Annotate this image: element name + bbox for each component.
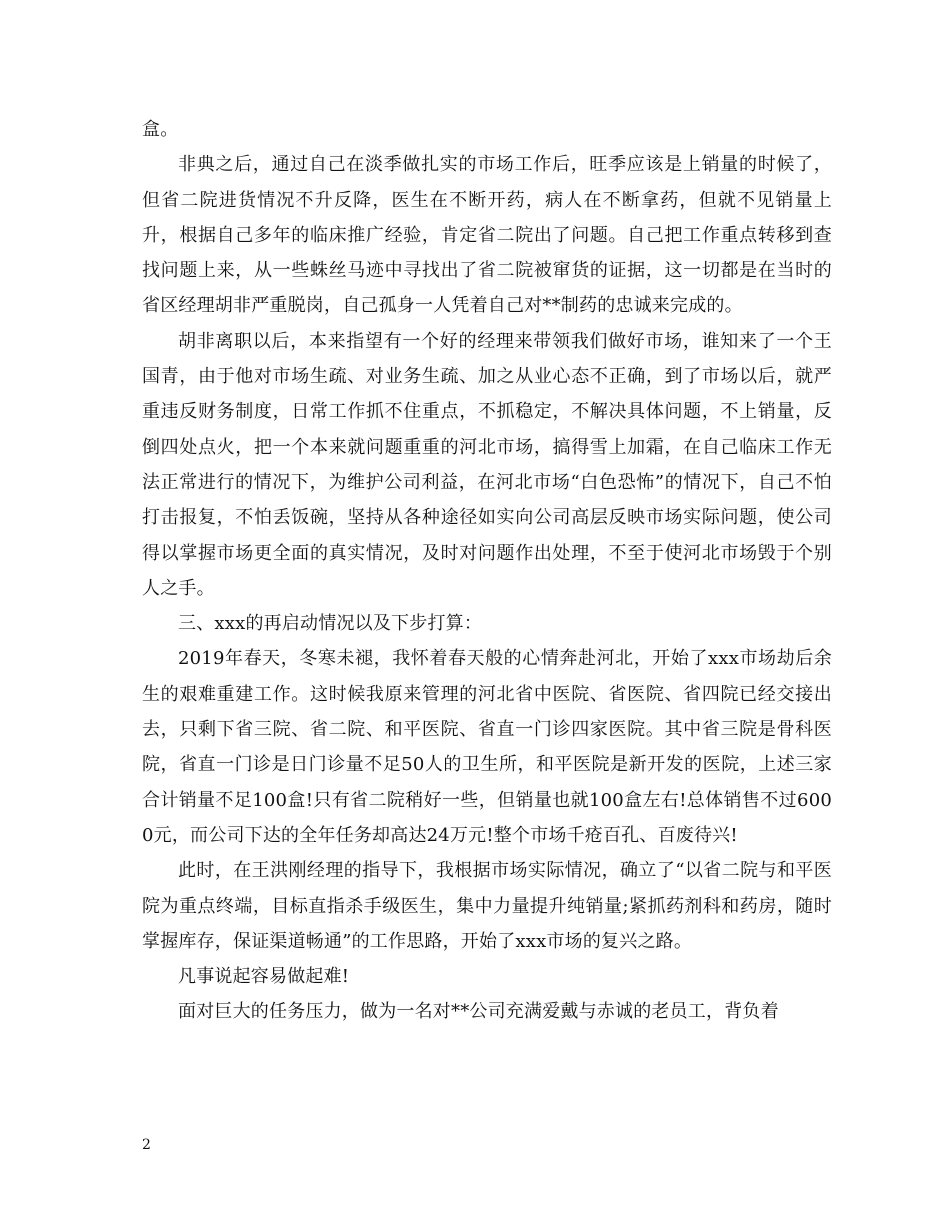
paragraph-5: 此时，在王洪刚经理的指导下，我根据市场实际情况，确立了“以省二院与和平医院为重点终端，目标直指杀手级医生，集中力量提升纯销量;紧抓药剂科和药房，随时掌握库存，保证渠道畅通”的工作思路，开始了xxx市场的复兴之路。	[142, 860, 832, 952]
body-text	[142, 112, 832, 1030]
paragraph-1: 盒。	[142, 119, 179, 140]
paragraph-3: 胡非离职以后，本来指望有一个好的经理来带领我们做好市场，谁知来了一个王国青，由于他对市场生疏、对业务生疏、加之从业心态不正确，到了市场以后，就严重违反财务制度，日常工作抓不住重点，不抓稳定，不解决具体问题，不上销量，反倒四处点火，把一个本来就问题重重的河北市场，搞得雪上加霜，在自己临床工作无法正常进行的情况下，为维护公司利益，在河北市场“白色恐怖”的情况下，自己不怕打击报复，不怕丢饭碗，坚持从各种途径如实向公司高层反映市场实际问题，使公司得以掌握市场更全面的真实情况，及时对问题作出处理，不至于使河北市场毁于个别人之手。	[142, 330, 832, 599]
paragraph-6: 凡事说起容易做起难!	[178, 966, 350, 988]
paragraph-7: 面对巨大的任务压力，做为一名对**公司充满爱戴与赤诚的老员工，背负着	[178, 1001, 779, 1023]
paragraph-4: 2019年春天，冬寒未褪，我怀着春天般的心情奔赴河北，开始了xxx市场劫后余生的艰难重建工作。这时候我原来管理的河北省中医院、省医院、省四院已经交接出去，只剩下省三院、省二院、和平医院、省直一门诊四家医院。其中省三院是骨科医院，省直一门诊是日门诊量不足50人的卫生所，和平医院是新开发的医院，上述三家合计销量不足100盒!只有省二院稍好一些，但销量也就100盒左右!总体销售不过6000元，而公司下达的全年任务却高达24万元!整个市场千疮百孔、百废待兴!	[142, 648, 832, 846]
paragraph-2: 非典之后，通过自己在淡季做扎实的市场工作后，旺季应该是上销量的时候了，但省二院进货情况不升反降，医生在不断开药，病人在不断拿药，但就不见销量上升，根据自己多年的临床推广经验，肯定省二院出了问题。自己把工作重点转移到查找问题上来，从一些蛛丝马迹中寻找出了省二院被窜货的证据，这一切都是在当时的省区经理胡非严重脱岗，自己孤身一人凭着自己对**制药的忠诚来完成的。	[142, 154, 832, 317]
section-heading: 三、xxx的再启动情况以及下步打算：	[178, 613, 483, 635]
page-number: 2	[142, 1137, 151, 1153]
